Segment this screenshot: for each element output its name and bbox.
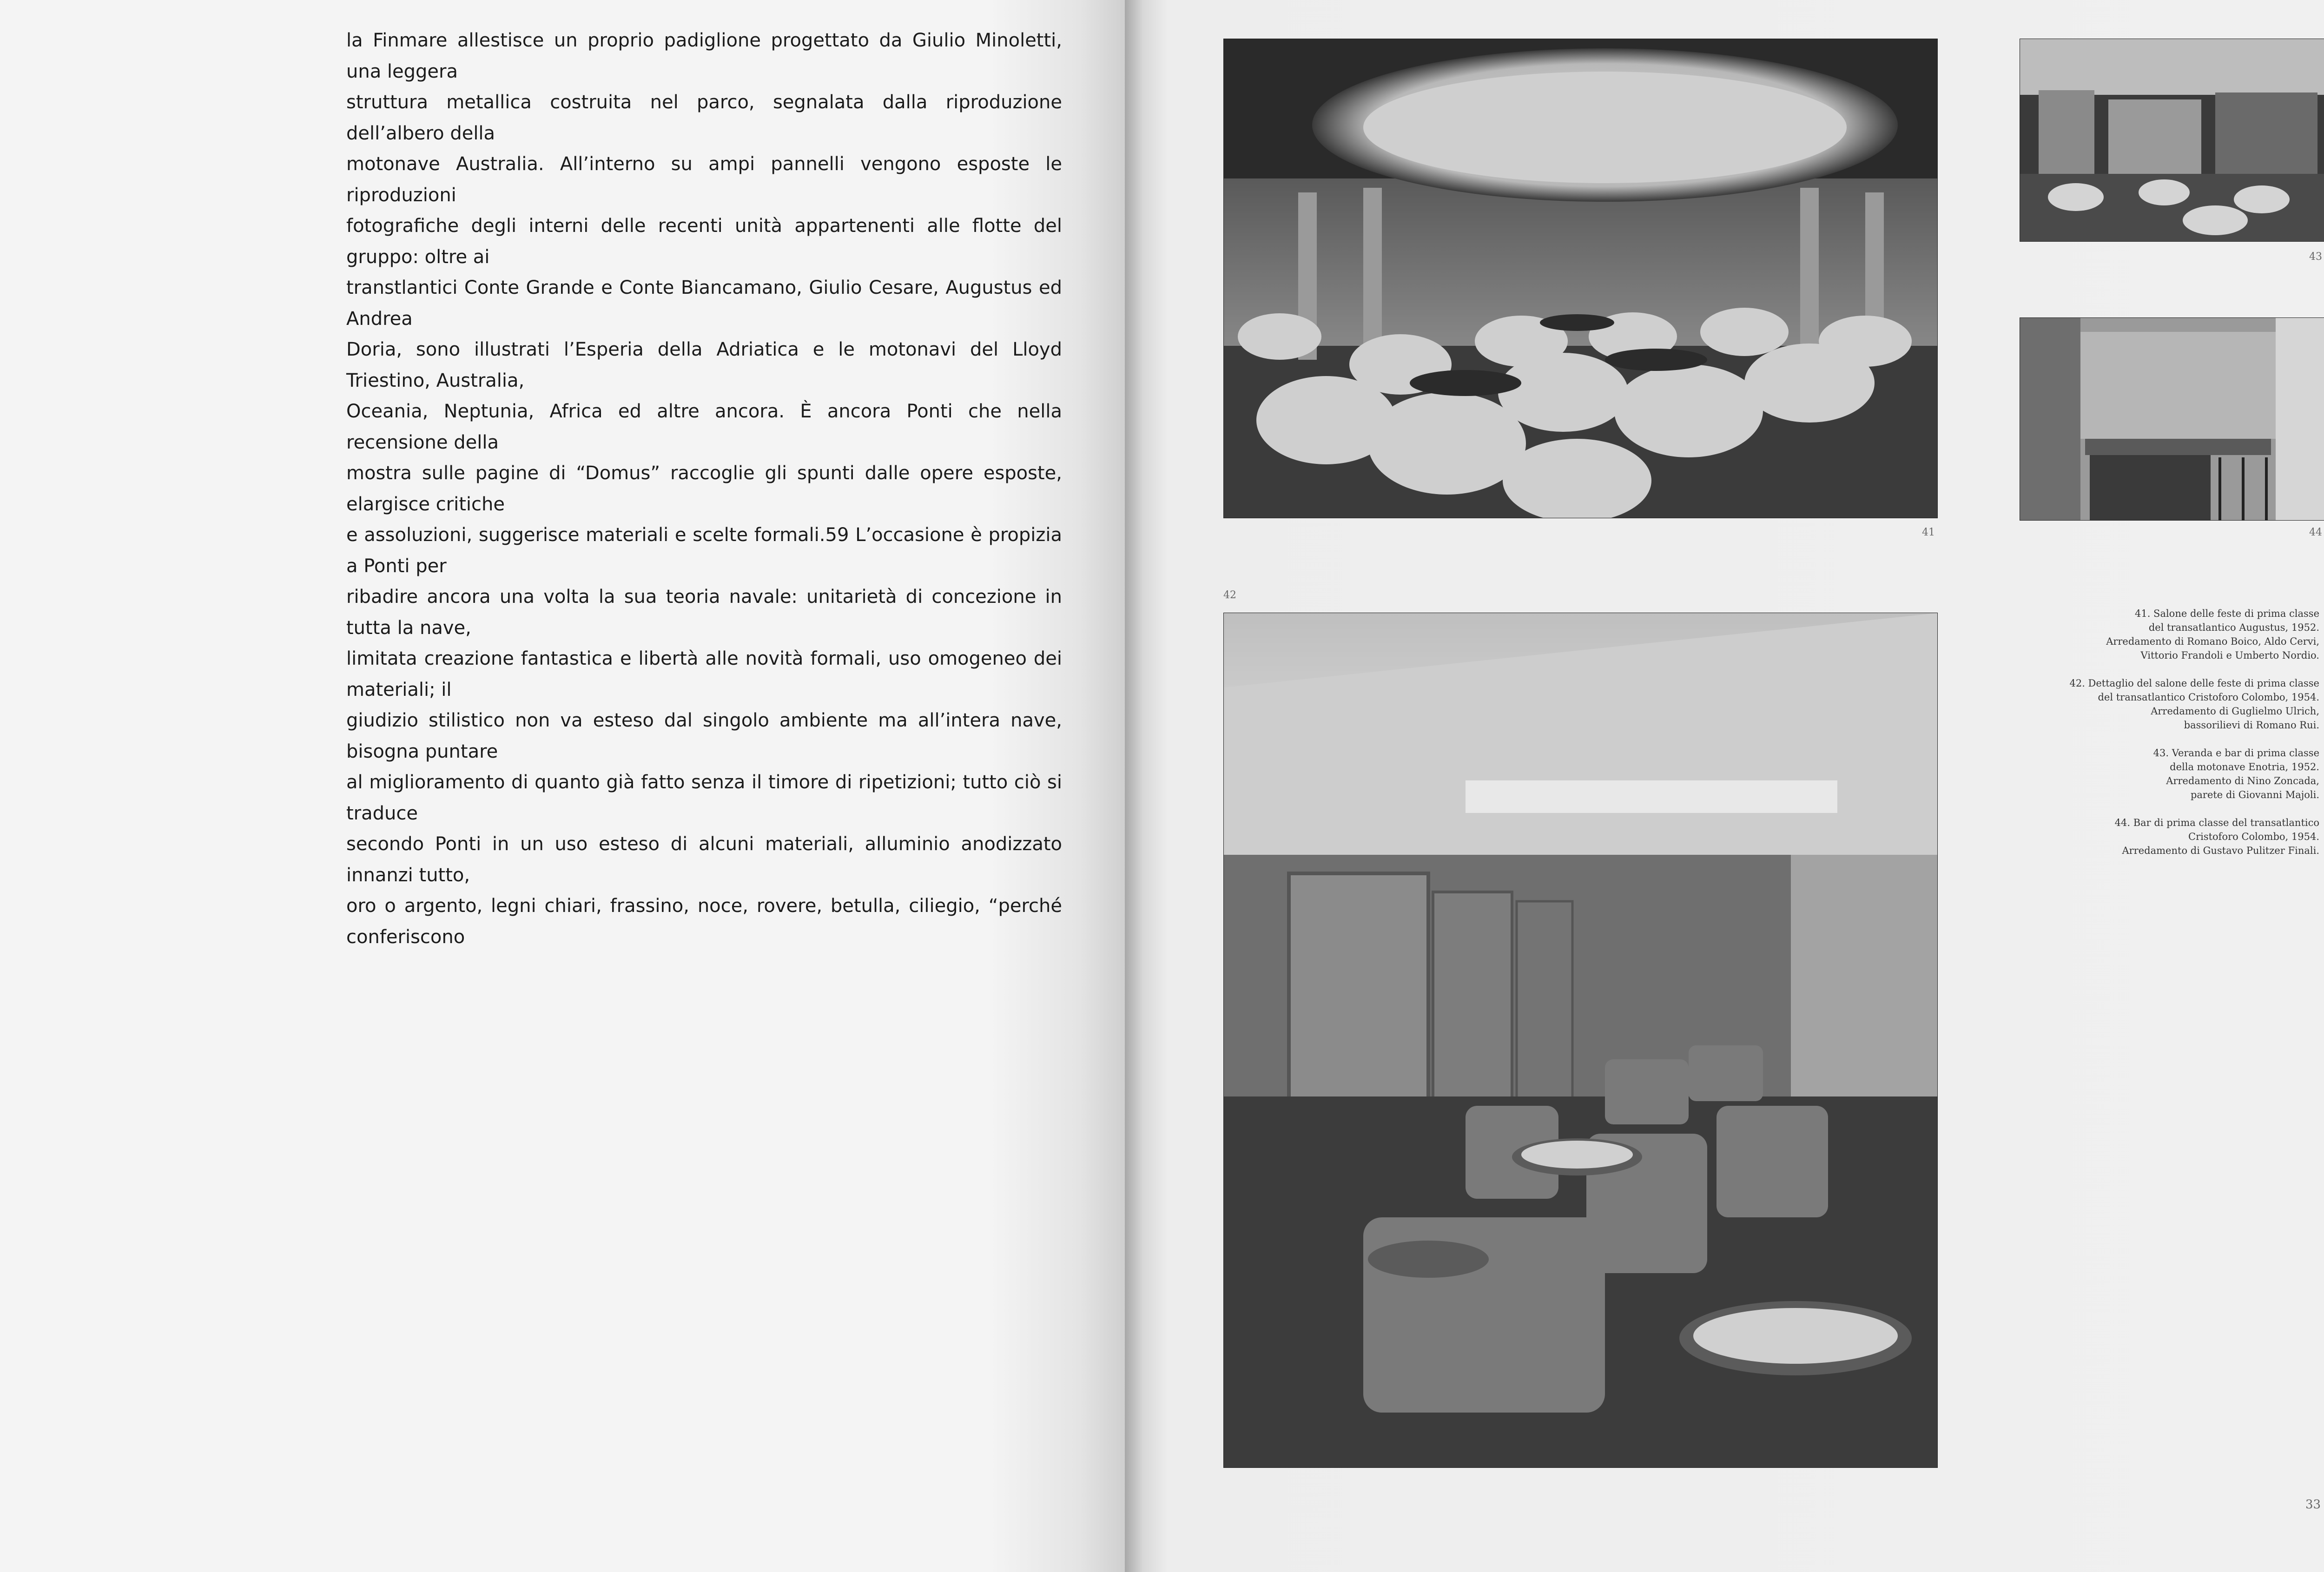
photo-42 bbox=[1223, 613, 1938, 1468]
caption-line: della motonave Enotria, 1952. bbox=[2170, 761, 2319, 773]
text-line: struttura metallica costruita nel parco, segnalata dalla riproduzione dell’albero della bbox=[346, 92, 1062, 144]
text-line: limitata creazione fantastica e libertà alle novità formali, uso omogeneo dei materiali; il bbox=[346, 648, 1062, 700]
caption-line: del transatlantico Augustus, 1952. bbox=[2148, 622, 2319, 633]
caption-42 bbox=[2040, 676, 2319, 732]
text-line: secondo Ponti in un uso esteso di alcuni materiali, alluminio anodizzato innanzi tutto, bbox=[346, 833, 1062, 886]
caption-line: 42. Dettaglio del salone delle feste di prima classe bbox=[2069, 678, 2319, 689]
plate-number-42: 42 bbox=[1223, 589, 1236, 601]
text-line: transtlantici Conte Grande e Conte Biancamano, Giulio Cesare, Augustus ed Andrea bbox=[346, 277, 1062, 330]
caption-line: Vittorio Frandoli e Umberto Nordio. bbox=[2140, 650, 2319, 661]
text-line: oro o argento, legni chiari, frassino, noce, rovere, betulla, ciliegio, “perché conferiscono bbox=[346, 895, 1062, 948]
caption-line: Arredamento di Gustavo Pulitzer Finali. bbox=[2122, 845, 2319, 856]
caption-line: 41. Salone delle feste di prima classe bbox=[2134, 608, 2319, 619]
caption-line: del transatlantico Cristoforo Colombo, 1954. bbox=[2098, 692, 2319, 703]
text-line: Doria, sono illustrati l’Esperia della Adriatica e le motonavi del Lloyd Triestino, Australia, bbox=[346, 339, 1062, 391]
text-line: e assoluzioni, suggerisce materiali e scelte formali.59 L’occasione è propizia a Ponti per bbox=[346, 524, 1062, 577]
left-page bbox=[0, 0, 1125, 1572]
caption-line: bassorilievi di Romano Rui. bbox=[2184, 720, 2319, 731]
caption-line: parete di Giovanni Majoli. bbox=[2190, 789, 2319, 800]
plate-number-43: 43 bbox=[2309, 251, 2322, 263]
caption-line: 43. Veranda e bar di prima classe bbox=[2153, 747, 2319, 759]
captions bbox=[2040, 607, 2319, 872]
photo-43 bbox=[2020, 39, 2324, 242]
caption-line: Arredamento di Romano Boico, Aldo Cervi, bbox=[2106, 636, 2319, 647]
text-line: motonave Australia. All’interno su ampi pannelli vengono esposte le riproduzioni bbox=[346, 153, 1062, 206]
text-line: ribadire ancora una volta la sua teoria navale: unitarietà di concezione in tutta la nave, bbox=[346, 586, 1062, 639]
page-number: 33 bbox=[2305, 1498, 2321, 1512]
body-text bbox=[346, 25, 1062, 952]
photo-41 bbox=[1223, 39, 1938, 518]
text-line: mostra sulle pagine di “Domus” raccoglie gli spunti dalle opere esposte, elargisce critiche bbox=[346, 462, 1062, 515]
caption-44 bbox=[2040, 816, 2319, 858]
text-line: fotografiche degli interni delle recenti unità appartenenti alle flotte del gruppo: oltre ai bbox=[346, 215, 1062, 268]
caption-41 bbox=[2040, 607, 2319, 662]
text-line: Oceania, Neptunia, Africa ed altre ancora. È ancora Ponti che nella recensione della bbox=[346, 401, 1062, 453]
photo-44 bbox=[2020, 317, 2324, 521]
plate-number-44: 44 bbox=[2309, 527, 2322, 538]
caption-line: Cristoforo Colombo, 1954. bbox=[2188, 831, 2319, 842]
caption-line: 44. Bar di prima classe del transatlantico bbox=[2114, 817, 2319, 828]
text-line: la Finmare allestisce un proprio padiglione progettato da Giulio Minoletti, una leggera bbox=[346, 30, 1062, 82]
caption-line: Arredamento di Guglielmo Ulrich, bbox=[2151, 706, 2319, 717]
plate-number-41: 41 bbox=[1922, 527, 1935, 538]
caption-line: Arredamento di Nino Zoncada, bbox=[2166, 775, 2319, 786]
text-line: al miglioramento di quanto già fatto senza il timore di ripetizioni; tutto ciò si traduce bbox=[346, 772, 1062, 824]
text-line: giudizio stilistico non va esteso dal singolo ambiente ma all’intera nave, bisogna puntare bbox=[346, 710, 1062, 762]
caption-43 bbox=[2040, 746, 2319, 802]
